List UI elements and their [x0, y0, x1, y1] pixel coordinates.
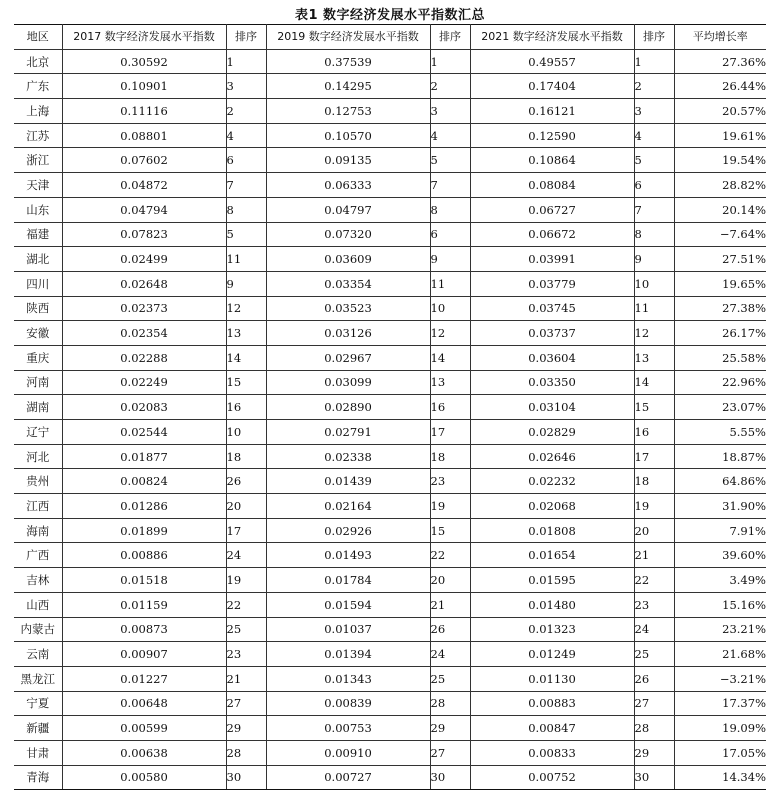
cell-index-2021: 0.03350	[470, 370, 634, 395]
cell-rank-2019: 6	[430, 222, 470, 247]
cell-growth-rate: 26.44%	[674, 74, 766, 99]
cell-rank-2019: 5	[430, 148, 470, 173]
cell-index-2019: 0.09135	[266, 148, 430, 173]
cell-rank-2019: 2	[430, 74, 470, 99]
cell-index-2021: 0.01808	[470, 518, 634, 543]
cell-index-2021: 0.02232	[470, 469, 634, 494]
cell-index-2021: 0.03991	[470, 247, 634, 272]
cell-rank-2019: 1	[430, 49, 470, 74]
cell-rank-2021: 6	[634, 173, 674, 198]
cell-rank-2017: 24	[226, 543, 266, 568]
cell-index-2019: 0.02791	[266, 420, 430, 445]
table-row	[14, 49, 766, 74]
cell-index-2017: 0.02249	[62, 370, 226, 395]
header-index-2017: 2017 数字经济发展水平指数	[62, 25, 226, 50]
cell-index-2019: 0.00727	[266, 765, 430, 790]
cell-region: 宁夏	[14, 691, 62, 716]
cell-rank-2017: 14	[226, 345, 266, 370]
cell-rank-2021: 27	[634, 691, 674, 716]
cell-rank-2019: 17	[430, 420, 470, 445]
cell-rank-2021: 11	[634, 296, 674, 321]
cell-growth-rate: 39.60%	[674, 543, 766, 568]
cell-rank-2017: 30	[226, 765, 266, 790]
cell-index-2019: 0.01037	[266, 617, 430, 642]
cell-rank-2019: 23	[430, 469, 470, 494]
cell-region: 湖北	[14, 247, 62, 272]
table-row	[14, 148, 766, 173]
cell-rank-2019: 10	[430, 296, 470, 321]
cell-index-2019: 0.06333	[266, 173, 430, 198]
table-caption: 表1 数字经济发展水平指数汇总	[294, 8, 486, 23]
table-row	[14, 494, 766, 519]
table-row	[14, 296, 766, 321]
cell-rank-2021: 5	[634, 148, 674, 173]
table-row	[14, 592, 766, 617]
cell-growth-rate: 22.96%	[674, 370, 766, 395]
cell-rank-2021: 7	[634, 197, 674, 222]
cell-index-2017: 0.00648	[62, 691, 226, 716]
cell-index-2017: 0.01899	[62, 518, 226, 543]
cell-rank-2019: 16	[430, 395, 470, 420]
cell-index-2021: 0.03604	[470, 345, 634, 370]
cell-growth-rate: 20.14%	[674, 197, 766, 222]
cell-index-2021: 0.17404	[470, 74, 634, 99]
cell-rank-2017: 29	[226, 716, 266, 741]
cell-index-2017: 0.02354	[62, 321, 226, 346]
cell-index-2021: 0.01323	[470, 617, 634, 642]
cell-rank-2017: 28	[226, 740, 266, 765]
cell-index-2017: 0.04872	[62, 173, 226, 198]
cell-index-2017: 0.01227	[62, 666, 226, 691]
cell-index-2021: 0.12590	[470, 123, 634, 148]
cell-region: 贵州	[14, 469, 62, 494]
table-row	[14, 444, 766, 469]
cell-growth-rate: 25.58%	[674, 345, 766, 370]
cell-rank-2021: 15	[634, 395, 674, 420]
cell-growth-rate: −7.64%	[674, 222, 766, 247]
cell-index-2017: 0.11116	[62, 99, 226, 124]
cell-region: 湖南	[14, 395, 62, 420]
cell-index-2021: 0.06672	[470, 222, 634, 247]
cell-growth-rate: 19.09%	[674, 716, 766, 741]
table-row	[14, 691, 766, 716]
cell-rank-2017: 6	[226, 148, 266, 173]
cell-rank-2017: 23	[226, 642, 266, 667]
table-row	[14, 345, 766, 370]
cell-index-2019: 0.01594	[266, 592, 430, 617]
cell-index-2019: 0.37539	[266, 49, 430, 74]
cell-growth-rate: 27.36%	[674, 49, 766, 74]
cell-region: 内蒙古	[14, 617, 62, 642]
table-row	[14, 123, 766, 148]
cell-index-2017: 0.02499	[62, 247, 226, 272]
cell-rank-2021: 23	[634, 592, 674, 617]
cell-index-2017: 0.02288	[62, 345, 226, 370]
cell-growth-rate: 19.65%	[674, 271, 766, 296]
cell-index-2019: 0.04797	[266, 197, 430, 222]
digital-economy-index-table	[14, 24, 766, 790]
table-row	[14, 271, 766, 296]
table-row	[14, 617, 766, 642]
cell-growth-rate: 27.51%	[674, 247, 766, 272]
cell-growth-rate: 3.49%	[674, 568, 766, 593]
cell-index-2021: 0.03779	[470, 271, 634, 296]
cell-rank-2021: 4	[634, 123, 674, 148]
cell-index-2017: 0.01286	[62, 494, 226, 519]
cell-index-2019: 0.02967	[266, 345, 430, 370]
cell-rank-2017: 3	[226, 74, 266, 99]
cell-rank-2017: 25	[226, 617, 266, 642]
cell-rank-2017: 5	[226, 222, 266, 247]
cell-rank-2019: 30	[430, 765, 470, 790]
cell-index-2019: 0.01439	[266, 469, 430, 494]
cell-region: 海南	[14, 518, 62, 543]
cell-region: 上海	[14, 99, 62, 124]
cell-rank-2021: 2	[634, 74, 674, 99]
cell-index-2019: 0.00910	[266, 740, 430, 765]
cell-region: 黑龙江	[14, 666, 62, 691]
cell-index-2019: 0.03099	[266, 370, 430, 395]
cell-rank-2019: 13	[430, 370, 470, 395]
cell-index-2019: 0.00839	[266, 691, 430, 716]
cell-rank-2019: 15	[430, 518, 470, 543]
cell-index-2019: 0.02890	[266, 395, 430, 420]
cell-rank-2019: 11	[430, 271, 470, 296]
table-row	[14, 765, 766, 790]
cell-rank-2017: 10	[226, 420, 266, 445]
cell-rank-2021: 13	[634, 345, 674, 370]
cell-rank-2019: 19	[430, 494, 470, 519]
cell-growth-rate: 27.38%	[674, 296, 766, 321]
cell-index-2019: 0.07320	[266, 222, 430, 247]
cell-index-2019: 0.01343	[266, 666, 430, 691]
cell-index-2021: 0.00752	[470, 765, 634, 790]
cell-region: 河南	[14, 370, 62, 395]
table-row	[14, 420, 766, 445]
cell-growth-rate: 19.54%	[674, 148, 766, 173]
header-rank-2021: 排序	[634, 25, 674, 50]
cell-index-2017: 0.00824	[62, 469, 226, 494]
header-index-2021: 2021 数字经济发展水平指数	[470, 25, 634, 50]
cell-rank-2021: 18	[634, 469, 674, 494]
cell-index-2017: 0.10901	[62, 74, 226, 99]
cell-rank-2019: 9	[430, 247, 470, 272]
cell-region: 河北	[14, 444, 62, 469]
cell-region: 吉林	[14, 568, 62, 593]
cell-growth-rate: 19.61%	[674, 123, 766, 148]
cell-rank-2017: 13	[226, 321, 266, 346]
cell-region: 江苏	[14, 123, 62, 148]
cell-index-2019: 0.03354	[266, 271, 430, 296]
cell-index-2019: 0.03126	[266, 321, 430, 346]
cell-index-2017: 0.07602	[62, 148, 226, 173]
cell-growth-rate: 5.55%	[674, 420, 766, 445]
table-row	[14, 321, 766, 346]
cell-rank-2019: 12	[430, 321, 470, 346]
cell-index-2021: 0.10864	[470, 148, 634, 173]
table-row	[14, 74, 766, 99]
table-row	[14, 247, 766, 272]
cell-rank-2017: 15	[226, 370, 266, 395]
cell-region: 安徽	[14, 321, 62, 346]
header-region: 地区	[14, 25, 62, 50]
cell-rank-2017: 2	[226, 99, 266, 124]
cell-index-2017: 0.07823	[62, 222, 226, 247]
cell-growth-rate: −3.21%	[674, 666, 766, 691]
cell-rank-2019: 29	[430, 716, 470, 741]
cell-rank-2017: 18	[226, 444, 266, 469]
cell-growth-rate: 64.86%	[674, 469, 766, 494]
cell-index-2019: 0.03609	[266, 247, 430, 272]
cell-index-2019: 0.12753	[266, 99, 430, 124]
cell-growth-rate: 23.21%	[674, 617, 766, 642]
table-row	[14, 518, 766, 543]
cell-index-2017: 0.01518	[62, 568, 226, 593]
cell-index-2021: 0.03745	[470, 296, 634, 321]
cell-index-2019: 0.02164	[266, 494, 430, 519]
cell-index-2017: 0.01159	[62, 592, 226, 617]
cell-rank-2021: 14	[634, 370, 674, 395]
cell-rank-2017: 1	[226, 49, 266, 74]
table-row	[14, 173, 766, 198]
cell-rank-2021: 19	[634, 494, 674, 519]
table-row	[14, 716, 766, 741]
cell-rank-2021: 25	[634, 642, 674, 667]
cell-region: 北京	[14, 49, 62, 74]
cell-rank-2017: 27	[226, 691, 266, 716]
cell-rank-2019: 24	[430, 642, 470, 667]
cell-rank-2019: 28	[430, 691, 470, 716]
cell-index-2019: 0.10570	[266, 123, 430, 148]
cell-rank-2017: 19	[226, 568, 266, 593]
cell-region: 山西	[14, 592, 62, 617]
cell-region: 天津	[14, 173, 62, 198]
cell-rank-2021: 20	[634, 518, 674, 543]
cell-region: 重庆	[14, 345, 62, 370]
cell-index-2019: 0.01394	[266, 642, 430, 667]
cell-rank-2021: 24	[634, 617, 674, 642]
cell-index-2017: 0.00873	[62, 617, 226, 642]
table-body	[14, 49, 766, 790]
cell-region: 福建	[14, 222, 62, 247]
cell-index-2021: 0.00847	[470, 716, 634, 741]
table-row	[14, 740, 766, 765]
cell-index-2021: 0.01654	[470, 543, 634, 568]
cell-index-2017: 0.02373	[62, 296, 226, 321]
table-row	[14, 642, 766, 667]
cell-index-2021: 0.08084	[470, 173, 634, 198]
cell-index-2019: 0.01784	[266, 568, 430, 593]
header-growth-rate: 平均增长率	[674, 25, 766, 50]
cell-rank-2021: 30	[634, 765, 674, 790]
cell-rank-2019: 20	[430, 568, 470, 593]
cell-index-2019: 0.02926	[266, 518, 430, 543]
cell-index-2017: 0.00886	[62, 543, 226, 568]
cell-index-2019: 0.03523	[266, 296, 430, 321]
table-row	[14, 568, 766, 593]
cell-index-2021: 0.03737	[470, 321, 634, 346]
cell-index-2021: 0.01595	[470, 568, 634, 593]
cell-index-2017: 0.00638	[62, 740, 226, 765]
cell-rank-2021: 21	[634, 543, 674, 568]
cell-index-2021: 0.02068	[470, 494, 634, 519]
cell-region: 云南	[14, 642, 62, 667]
header-row	[14, 25, 766, 50]
cell-region: 广东	[14, 74, 62, 99]
cell-region: 青海	[14, 765, 62, 790]
cell-rank-2021: 17	[634, 444, 674, 469]
cell-index-2017: 0.04794	[62, 197, 226, 222]
cell-rank-2017: 20	[226, 494, 266, 519]
cell-rank-2019: 26	[430, 617, 470, 642]
cell-growth-rate: 23.07%	[674, 395, 766, 420]
table-row	[14, 543, 766, 568]
cell-index-2017: 0.00580	[62, 765, 226, 790]
cell-rank-2021: 8	[634, 222, 674, 247]
cell-index-2017: 0.00599	[62, 716, 226, 741]
table-row	[14, 197, 766, 222]
table-row	[14, 666, 766, 691]
cell-region: 新疆	[14, 716, 62, 741]
cell-growth-rate: 18.87%	[674, 444, 766, 469]
cell-region: 辽宁	[14, 420, 62, 445]
cell-rank-2021: 29	[634, 740, 674, 765]
cell-index-2021: 0.02829	[470, 420, 634, 445]
cell-rank-2021: 12	[634, 321, 674, 346]
cell-region: 广西	[14, 543, 62, 568]
cell-rank-2021: 9	[634, 247, 674, 272]
table-row	[14, 469, 766, 494]
table-row	[14, 222, 766, 247]
cell-rank-2017: 17	[226, 518, 266, 543]
cell-rank-2017: 16	[226, 395, 266, 420]
cell-rank-2017: 4	[226, 123, 266, 148]
table-row	[14, 395, 766, 420]
cell-rank-2019: 25	[430, 666, 470, 691]
cell-rank-2019: 8	[430, 197, 470, 222]
cell-rank-2019: 14	[430, 345, 470, 370]
cell-rank-2017: 9	[226, 271, 266, 296]
cell-rank-2021: 10	[634, 271, 674, 296]
cell-index-2017: 0.30592	[62, 49, 226, 74]
table-row	[14, 99, 766, 124]
cell-rank-2017: 7	[226, 173, 266, 198]
cell-growth-rate: 14.34%	[674, 765, 766, 790]
cell-rank-2017: 22	[226, 592, 266, 617]
cell-index-2017: 0.08801	[62, 123, 226, 148]
cell-growth-rate: 17.05%	[674, 740, 766, 765]
cell-growth-rate: 31.90%	[674, 494, 766, 519]
cell-index-2021: 0.00833	[470, 740, 634, 765]
cell-index-2017: 0.02083	[62, 395, 226, 420]
cell-rank-2019: 3	[430, 99, 470, 124]
cell-rank-2019: 22	[430, 543, 470, 568]
cell-index-2017: 0.00907	[62, 642, 226, 667]
cell-region: 陕西	[14, 296, 62, 321]
cell-index-2019: 0.14295	[266, 74, 430, 99]
cell-rank-2019: 7	[430, 173, 470, 198]
cell-rank-2017: 21	[226, 666, 266, 691]
cell-region: 浙江	[14, 148, 62, 173]
cell-rank-2021: 22	[634, 568, 674, 593]
cell-growth-rate: 26.17%	[674, 321, 766, 346]
cell-index-2019: 0.01493	[266, 543, 430, 568]
table-row	[14, 370, 766, 395]
cell-rank-2017: 11	[226, 247, 266, 272]
cell-index-2019: 0.00753	[266, 716, 430, 741]
cell-index-2021: 0.00883	[470, 691, 634, 716]
cell-rank-2021: 16	[634, 420, 674, 445]
cell-rank-2019: 27	[430, 740, 470, 765]
cell-growth-rate: 15.16%	[674, 592, 766, 617]
cell-region: 四川	[14, 271, 62, 296]
cell-index-2021: 0.03104	[470, 395, 634, 420]
cell-region: 山东	[14, 197, 62, 222]
cell-index-2017: 0.02544	[62, 420, 226, 445]
cell-index-2021: 0.06727	[470, 197, 634, 222]
cell-region: 江西	[14, 494, 62, 519]
cell-rank-2017: 26	[226, 469, 266, 494]
cell-rank-2017: 8	[226, 197, 266, 222]
cell-rank-2021: 1	[634, 49, 674, 74]
cell-index-2021: 0.49557	[470, 49, 634, 74]
header-rank-2017: 排序	[226, 25, 266, 50]
cell-rank-2019: 4	[430, 123, 470, 148]
header-index-2019: 2019 数字经济发展水平指数	[266, 25, 430, 50]
cell-rank-2019: 21	[430, 592, 470, 617]
cell-index-2017: 0.02648	[62, 271, 226, 296]
cell-growth-rate: 28.82%	[674, 173, 766, 198]
cell-index-2019: 0.02338	[266, 444, 430, 469]
cell-index-2021: 0.16121	[470, 99, 634, 124]
cell-index-2021: 0.02646	[470, 444, 634, 469]
cell-index-2021: 0.01249	[470, 642, 634, 667]
cell-index-2021: 0.01480	[470, 592, 634, 617]
cell-growth-rate: 20.57%	[674, 99, 766, 124]
cell-growth-rate: 17.37%	[674, 691, 766, 716]
cell-rank-2017: 12	[226, 296, 266, 321]
cell-growth-rate: 21.68%	[674, 642, 766, 667]
cell-index-2021: 0.01130	[470, 666, 634, 691]
cell-growth-rate: 7.91%	[674, 518, 766, 543]
cell-rank-2021: 3	[634, 99, 674, 124]
cell-rank-2019: 18	[430, 444, 470, 469]
cell-rank-2021: 28	[634, 716, 674, 741]
cell-index-2017: 0.01877	[62, 444, 226, 469]
header-rank-2019: 排序	[430, 25, 470, 50]
cell-region: 甘肃	[14, 740, 62, 765]
cell-rank-2021: 26	[634, 666, 674, 691]
